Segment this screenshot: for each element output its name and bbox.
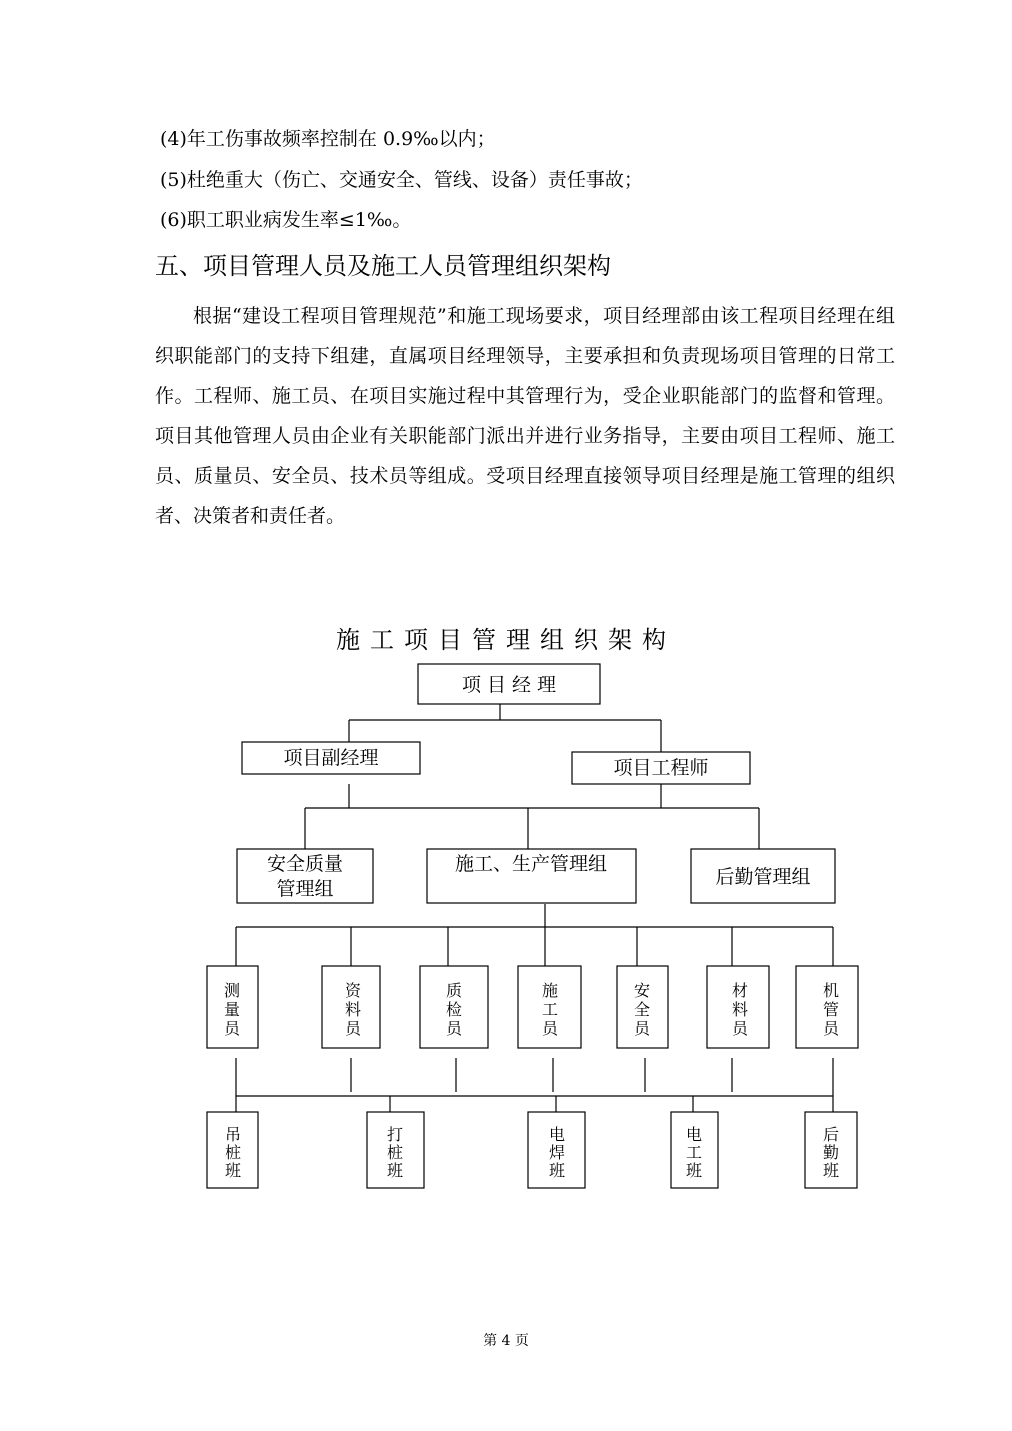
staff-safety-c2: 全 xyxy=(633,1000,651,1019)
staff-document-c3: 员 xyxy=(344,1019,362,1038)
staff-material-c3: 员 xyxy=(731,1019,749,1038)
staff-surveyor-c1: 测 xyxy=(223,981,241,1000)
team-logistics-c3: 班 xyxy=(822,1161,840,1180)
team-welding-c3: 班 xyxy=(548,1161,566,1180)
node-logistics: 后勤管理组 xyxy=(715,866,811,888)
team-crane-c2: 桩 xyxy=(224,1143,242,1162)
staff-surveyor-c2: 量 xyxy=(223,1000,241,1019)
staff-safety-c1: 安 xyxy=(633,981,651,1000)
list-item-5: (5)杜绝重大（伤亡、交通安全、管线、设备）责任事故； xyxy=(160,169,643,191)
staff-material-c2: 料 xyxy=(731,1000,749,1019)
staff-inspector-c1: 质 xyxy=(445,981,463,1000)
team-logistics-c1: 后 xyxy=(822,1125,840,1144)
staff-safety-c3: 员 xyxy=(633,1019,651,1038)
node-project-manager: 项 目 经 理 xyxy=(461,674,557,696)
staff-constructor-c1: 施 xyxy=(541,981,559,1000)
staff-material-c1: 材 xyxy=(731,981,749,1000)
node-project-engineer: 项目工程师 xyxy=(613,757,709,779)
team-welding-c1: 电 xyxy=(548,1125,566,1144)
staff-surveyor-c3: 员 xyxy=(223,1019,241,1038)
team-electric-c1: 电 xyxy=(685,1125,703,1144)
staff-inspector-c2: 检 xyxy=(445,1000,463,1019)
staff-document-c2: 料 xyxy=(344,1000,362,1019)
node-deputy-manager: 项目副经理 xyxy=(283,747,379,769)
section-heading: 五、项目管理人员及施工人员管理组织架构 xyxy=(155,252,611,280)
team-logistics-c2: 勤 xyxy=(822,1143,840,1162)
staff-constructor-c2: 工 xyxy=(541,1000,559,1019)
team-crane-c3: 班 xyxy=(224,1161,242,1180)
node-construction-production: 施工、生产管理组 xyxy=(454,853,608,875)
team-piling-c3: 班 xyxy=(386,1161,404,1180)
body-paragraph: 根据“建设工程项目管理规范”和施工现场要求，项目经理部由该工程项目经理在组织职能部门的支持下组建，直属项目经理领导，主要承担和负责现场项目管理的日常工作。工程师、施工员、在项目实施过程中其管理行为，受企业职能部门的监督和管理。项目其他管理人员由企业有关职能部门派出并进行业务指导，主要由项目工程师、施工员、质量员、安全员、技术员等组成。受项目经理直接领导项目经理是施工管理的组织者、决策者和责任者。 xyxy=(155,305,895,527)
team-welding-c2: 焊 xyxy=(548,1143,566,1162)
staff-machinery-c1: 机 xyxy=(822,981,840,1000)
team-electric-c3: 班 xyxy=(685,1161,703,1180)
node-safety-quality-line2: 管理组 xyxy=(276,878,334,900)
team-piling-c1: 打 xyxy=(386,1125,404,1144)
staff-document-c1: 资 xyxy=(344,981,362,1000)
list-item-4: (4)年工伤事故频率控制在 0.9‰以内； xyxy=(160,128,496,150)
node-safety-quality-line1: 安全质量 xyxy=(266,853,344,875)
node-boxes xyxy=(207,664,858,1188)
staff-machinery-c2: 管 xyxy=(822,1000,840,1019)
page-number: 第 4 页 xyxy=(483,1333,529,1349)
team-electric-c2: 工 xyxy=(685,1143,703,1162)
staff-machinery-c3: 员 xyxy=(822,1019,840,1038)
staff-inspector-c3: 员 xyxy=(445,1019,463,1038)
team-crane-c1: 吊 xyxy=(224,1125,242,1144)
team-piling-c2: 桩 xyxy=(386,1143,404,1162)
staff-constructor-c3: 员 xyxy=(541,1019,559,1038)
list-item-6: (6)职工职业病发生率≤1‰。 xyxy=(160,209,412,231)
org-chart-title: 施工项目管理组织架构 xyxy=(336,626,676,654)
